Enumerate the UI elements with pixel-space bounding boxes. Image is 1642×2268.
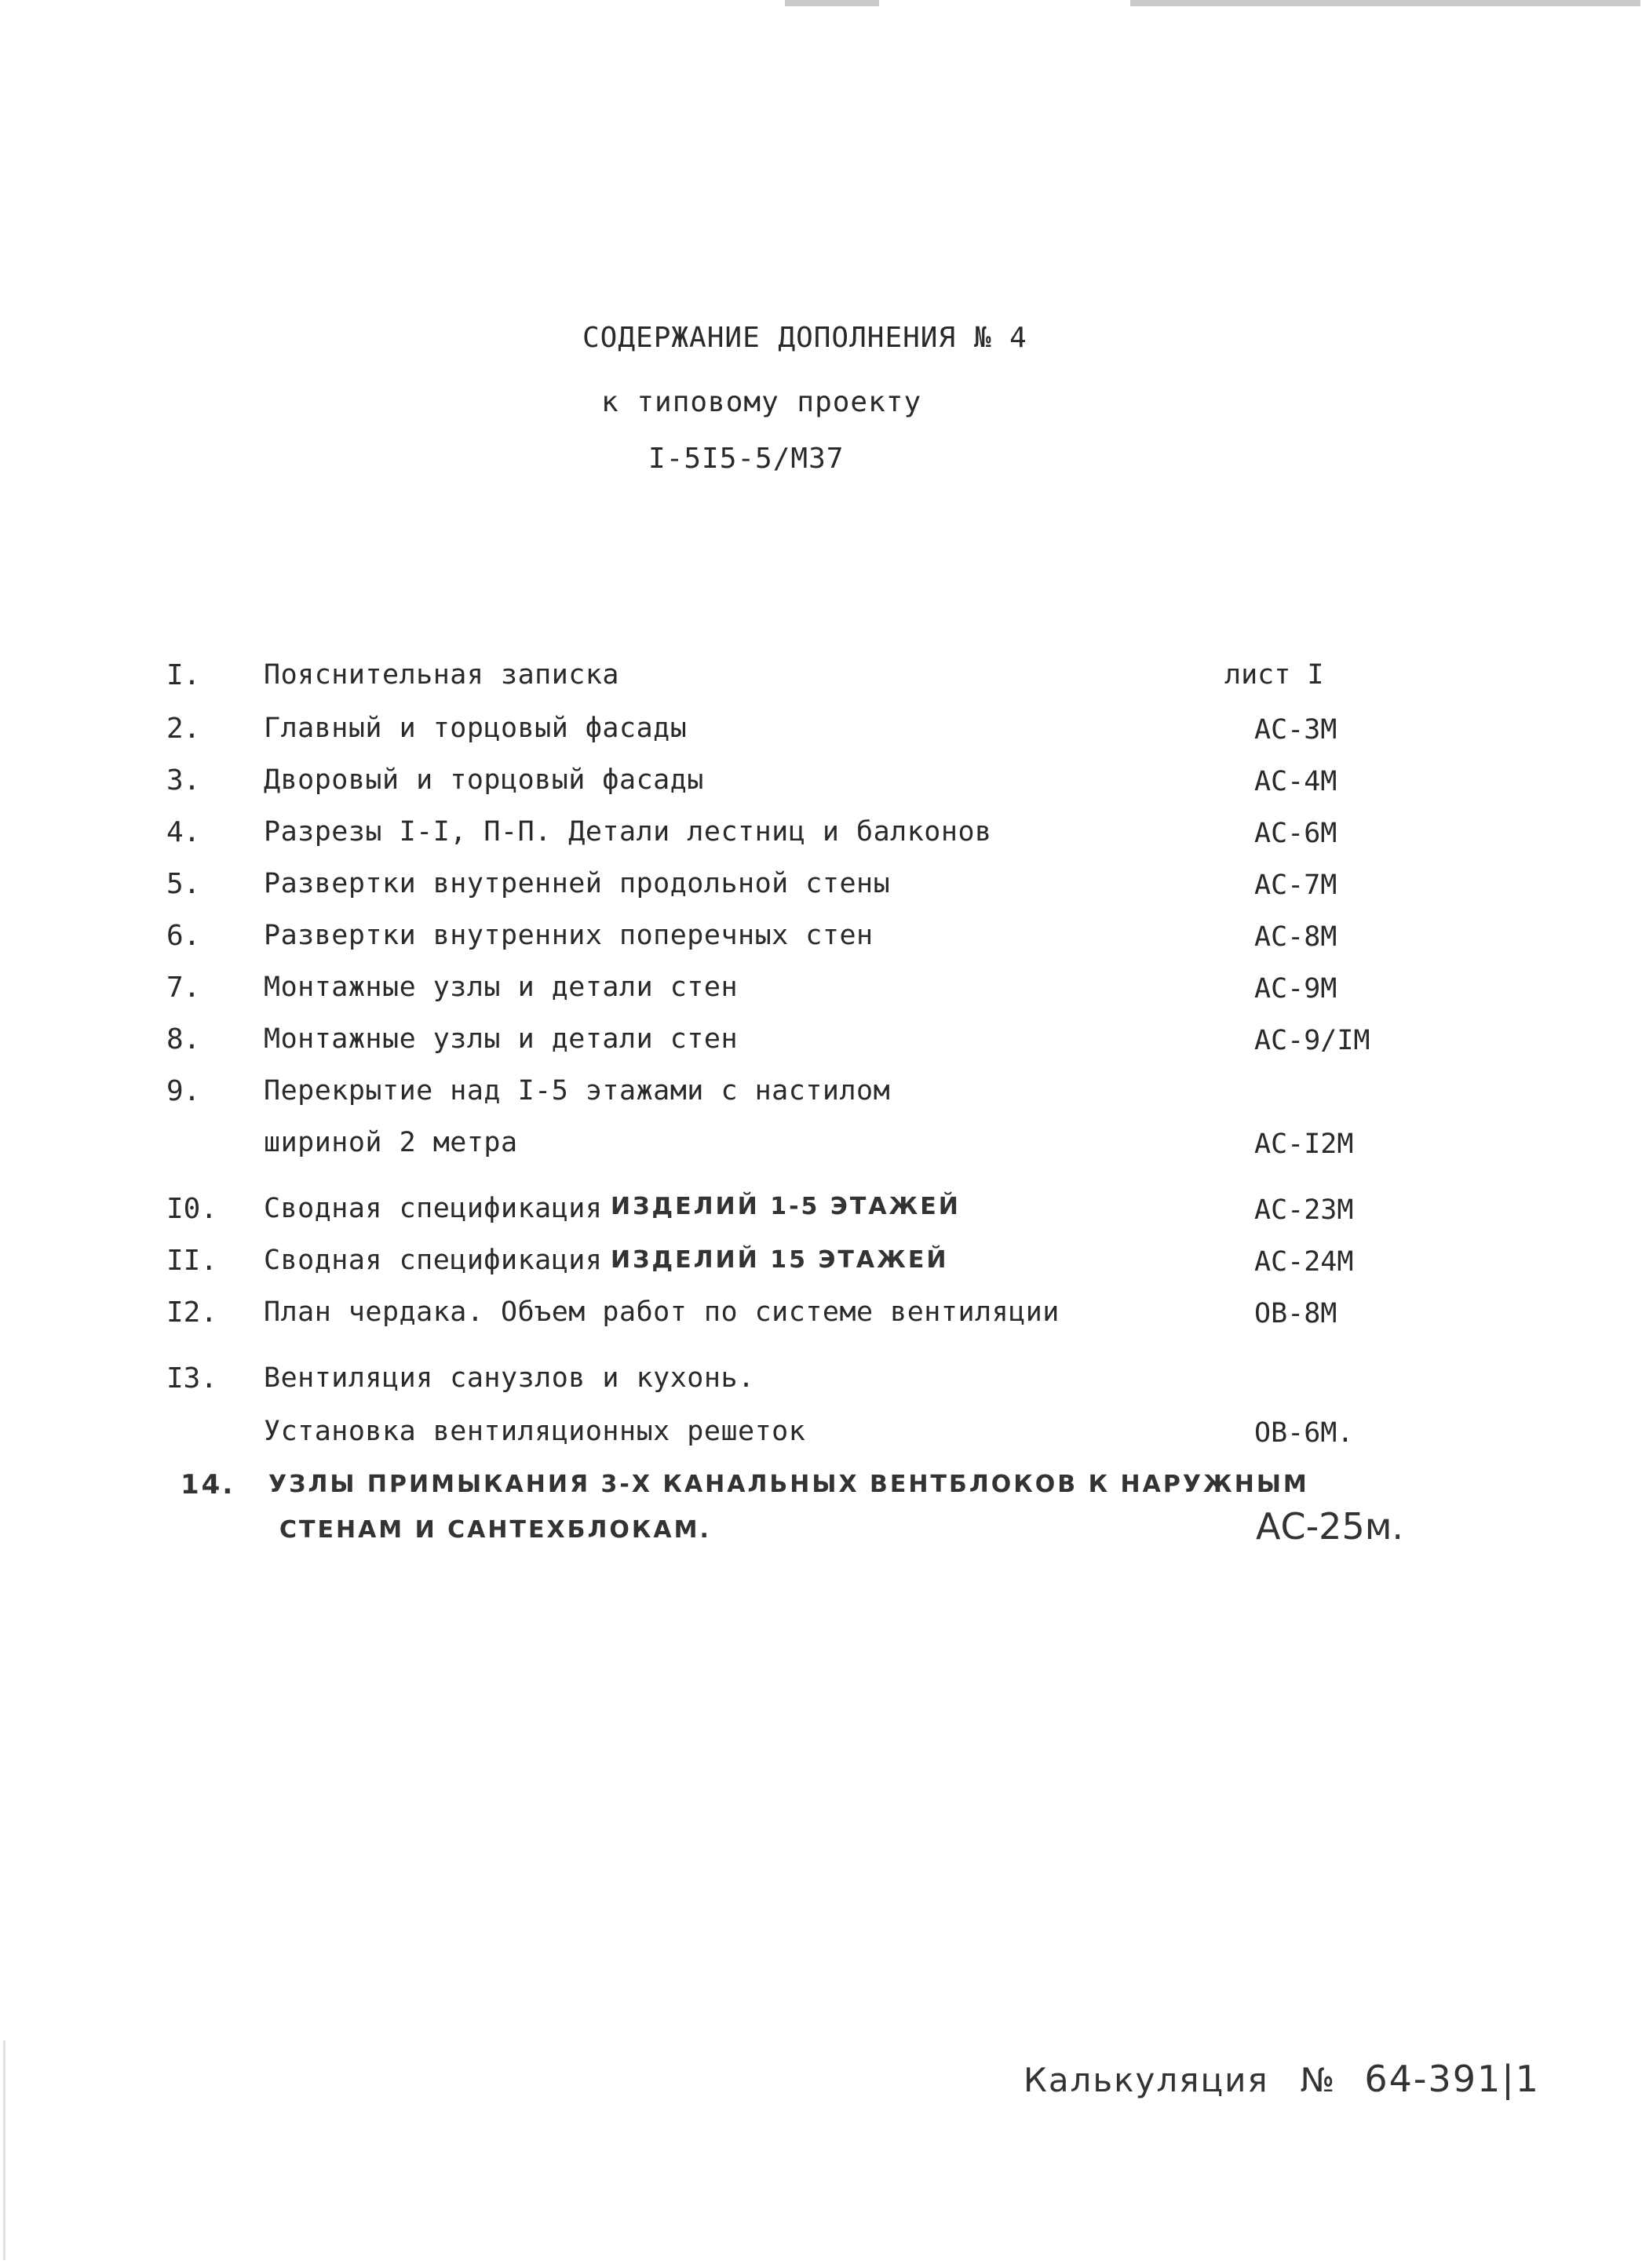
- item-number: 6.: [166, 920, 201, 952]
- item-title: План чердака. Объем работ по системе вентиляции: [264, 1296, 1060, 1328]
- project-code: I-5I5-5/М37: [648, 443, 845, 475]
- item-sheet: АС-24М: [1254, 1246, 1354, 1278]
- item-title: Сводная спецификация: [264, 1193, 603, 1224]
- item-number: 9.: [166, 1075, 201, 1107]
- scan-edge-mark: [3, 2040, 5, 2260]
- item-title-continued: шириной 2 метра: [264, 1127, 518, 1158]
- item-number: I2.: [166, 1296, 218, 1329]
- item-number: 3.: [166, 764, 201, 797]
- item-number: 4.: [166, 816, 201, 848]
- scan-edge-mark: [1130, 0, 1640, 6]
- scan-edge-mark: [785, 0, 879, 6]
- document-subtitle: к типовому проекту: [601, 386, 922, 418]
- item-title: Перекрытие над I-5 этажами с настилом: [264, 1075, 891, 1107]
- item-sheet: АС-6М: [1254, 818, 1337, 849]
- item-sheet: АС-I2М: [1254, 1129, 1354, 1160]
- item-title-handwritten: УЗЛЫ ПРИМЫКАНИЯ 3-Х КАНАЛЬНЫХ ВЕНТБЛОКОВ К НАРУЖНЫМ: [268, 1471, 1309, 1498]
- item-title-continued: СТЕНАМ И САНТЕХБЛОКАМ.: [279, 1516, 711, 1544]
- item-sheet: АС-7М: [1254, 870, 1337, 901]
- calculation-label: Калькуляция: [1024, 2061, 1269, 2099]
- item-sheet: АС-23М: [1254, 1194, 1354, 1226]
- item-title: Разрезы I-I, П-П. Детали лестниц и балконов: [264, 816, 992, 848]
- item-title: Развертки внутренней продольной стены: [264, 868, 891, 899]
- item-sheet: АС-4М: [1254, 766, 1337, 797]
- item-number: I0.: [166, 1193, 218, 1225]
- item-title: Монтажные узлы и детали стен: [264, 1023, 739, 1055]
- item-number: 2.: [166, 713, 201, 745]
- calculation-stamp: [1024, 2058, 1540, 2100]
- item-title: Дворовый и торцовый фасады: [264, 764, 704, 796]
- item-sheet: АС-9М: [1254, 973, 1337, 1005]
- item-title: Главный и торцовый фасады: [264, 713, 688, 744]
- item-title-handwritten: ИЗДЕЛИЙ 15 ЭТАЖЕЙ: [611, 1246, 949, 1274]
- item-number: 14.: [181, 1469, 235, 1500]
- item-sheet: АС-8М: [1254, 921, 1337, 953]
- item-sheet: АС-9/IМ: [1254, 1025, 1370, 1056]
- item-number: 5.: [166, 868, 201, 900]
- item-sheet: ОВ-8М: [1254, 1298, 1337, 1329]
- item-title: Вентиляция санузлов и кухонь.: [264, 1362, 755, 1394]
- item-title-continued: Установка вентиляционных решеток: [264, 1416, 806, 1447]
- document-title: СОДЕРЖАНИЕ ДОПОЛНЕНИЯ № 4: [582, 322, 1027, 354]
- item-title: Сводная спецификация: [264, 1245, 603, 1276]
- item-sheet: ОВ-6М.: [1254, 1417, 1354, 1449]
- item-number: I3.: [166, 1362, 218, 1395]
- item-number: II.: [166, 1245, 218, 1277]
- item-number: I.: [166, 659, 201, 691]
- item-number: 8.: [166, 1023, 201, 1056]
- item-title: Монтажные узлы и детали стен: [264, 972, 739, 1003]
- item-title: Пояснительная записка: [264, 659, 620, 691]
- calculation-number: 64-391|1: [1364, 2058, 1541, 2100]
- item-sheet: АС-3М: [1254, 714, 1337, 746]
- number-sign: №: [1300, 2061, 1337, 2099]
- item-title: Развертки внутренних поперечных стен: [264, 920, 874, 951]
- item-title-handwritten: ИЗДЕЛИЙ 1-5 ЭТАЖЕЙ: [611, 1193, 961, 1220]
- item-sheet: лист I: [1224, 659, 1324, 691]
- item-sheet: АС-25м.: [1256, 1505, 1404, 1548]
- item-number: 7.: [166, 972, 201, 1004]
